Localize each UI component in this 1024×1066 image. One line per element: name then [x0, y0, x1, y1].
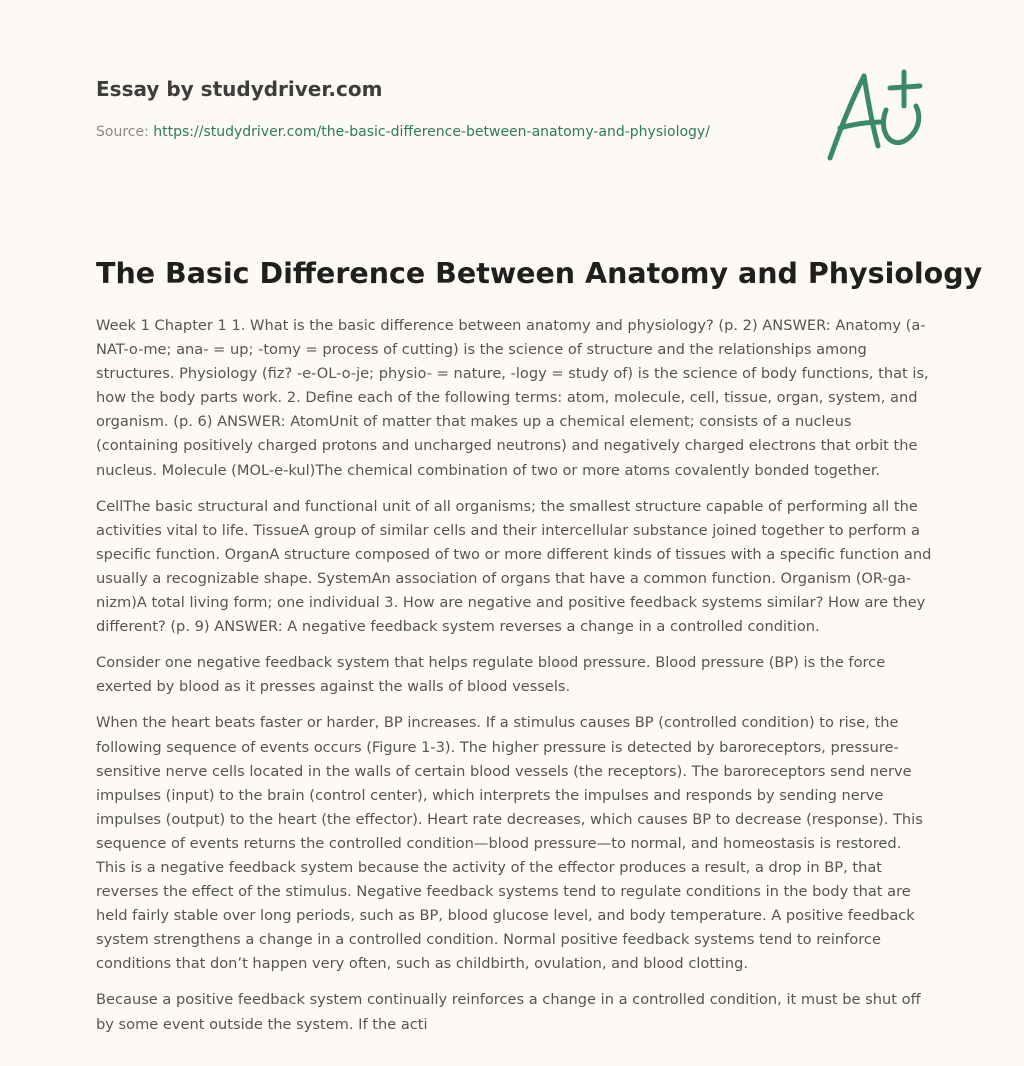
- essay-header: [96, 74, 796, 142]
- brand-title: Essay by studydriver.com: [96, 77, 383, 101]
- source-link[interactable]: https://studydriver.com/the-basic-difference-between-anatomy-and-physiology/: [153, 124, 710, 140]
- essay-paragraph: Because a positive feedback system continually reinforces a change in a controlled condition, it must be shut off by some event outside the system. If the acti: [96, 991, 921, 1033]
- essay-title: The Basic Difference Between Anatomy and Physiology: [96, 257, 983, 290]
- a-plus-logo-icon: [820, 66, 930, 166]
- essay-body: [96, 314, 932, 1049]
- source-label: Source:: [96, 124, 154, 140]
- essay-paragraph: When the heart beats faster or harder, BP increases. If a stimulus causes BP (controlled condition) to rise, the following sequence of events occurs (Figure 1-3). The higher pressure is detected by baroreceptors, pressure-sensitive nerve cells located in the walls of certain blood vessels (the receptors). The baroreceptors send nerve impulses (input) to the brain (control center), which interprets the impulses and responds by sending nerve impulses (output) to the heart (the effector). Heart rate decreases, which causes BP to decrease (response). This sequence of events returns the controlled condition—blood pressure—to normal, and homeostasis is restored. This is a negative feedback system because the activity of the effector produces a result, a drop in BP, that reverses the effect of the stimulus. Negative feedback systems tend to regulate conditions in the body that are held fairly stable over long periods, such as BP, blood glucose level, and body temperature. A positive feedback system strengthens a change in a controlled condition. Normal positive feedback systems tend to reinforce conditions that don’t happen very often, such as childbirth, ovulation, and blood clotting.: [96, 714, 923, 973]
- essay-paragraph: Consider one negative feedback system that helps regulate blood pressure. Blood pressure (BP) is the force exerted by blood as it presses against the walls of blood vessels.: [96, 654, 886, 696]
- source-line: [96, 122, 796, 142]
- essay-paragraph: Week 1 Chapter 1 1. What is the basic difference between anatomy and physiology? (p. 2) ANSWER: Anatomy (a-NAT-o-me; ana- = up; -tomy = process of cutting) is the science of structure and the relationships among structures. Physiology (fiz? -e-OL-o-je; physio- = nature, -logy = study of) is the science of body functions, that is, how the body parts work. 2. Define each of the following terms: atom, molecule, cell, tissue, organ, system, and organism. (p. 6) ANSWER: AtomUnit of matter that makes up a chemical element; consists of a nucleus (containing positively charged protons and uncharged neutrons) and negatively charged electrons that orbit the nucleus. Molecule (MOL-e-kul)The chemical combination of two or more atoms covalently bonded together.: [96, 317, 929, 479]
- essay-paragraph: CellThe basic structural and functional unit of all organisms; the smallest structure capable of performing all the activities vital to life. TissueA group of similar cells and their intercellular substance joined together to perform a specific function. OrganA structure composed of two or more different kinds of tissues with a specific function and usually a recognizable shape. SystemAn association of organs that have a common function. Organism (OR-ga-nizm)A total living form; one individual 3. How are negative and positive feedback systems similar? How are they different? (p. 9) ANSWER: A negative feedback system reverses a change in a controlled condition.: [96, 497, 932, 636]
- a-plus-logo-svg: [820, 66, 930, 166]
